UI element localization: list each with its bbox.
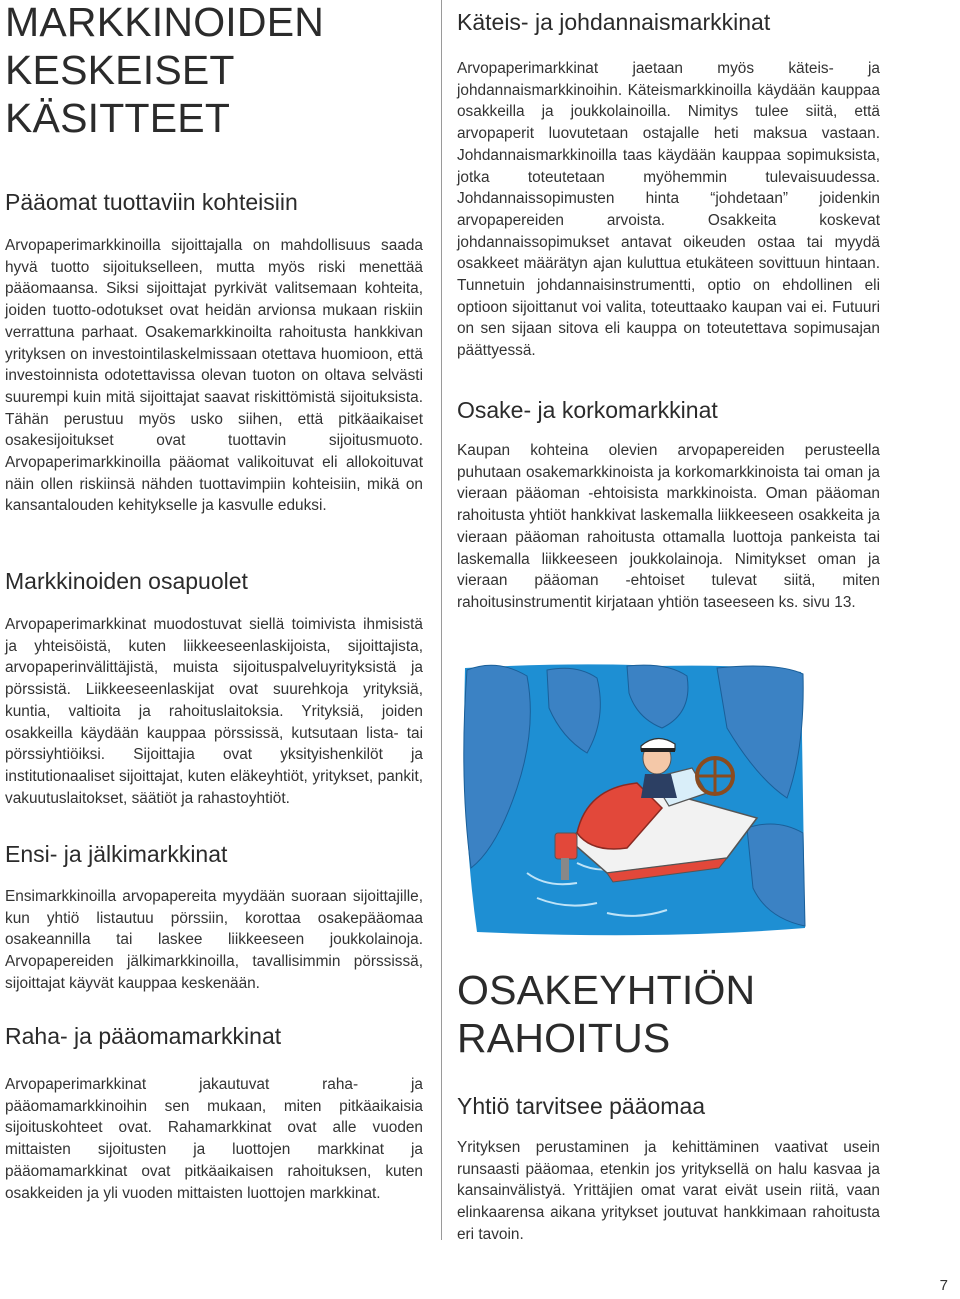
- section-heading: Markkinoiden osapuolet: [5, 568, 248, 594]
- section-text: Ensimarkkinoilla arvopapereita myydään suoraan sijoittajille, kun yhtiö listautuu pörssiin, korottaa osakepääomaa osakeannilla tai laskee liikkeeseen joukkolainoja. Arvopapereiden jälkimarkkinoilla, tavallisimmin pörssissä, sijoittajat käyvät kauppaa keskenään.: [5, 888, 423, 992]
- outboard-motor: [555, 833, 577, 859]
- section-text: Arvopaperimarkkinat muodostuvat siellä toimivista ihmisistä ja yhteisöistä, kuten liikkeeseenlaskijoista, sijoittajista, arvopaperinvälittäjistä, muista sijoituspalveluyrityksistä ja pörssistä. Liikkeeseenlaskijat ovat suurehkoja yrityksiä, kuntia, valtioita ja rahoituslaitoksia. Yrityksiä, joiden osakkeilla käydään kauppaa pörssissä, kutsutaan lista- tai pörssiyhtiöiksi. Sijoittajia ovat yksityishenkilöt ja institutionaaliset sijoittajat, kuten eläkeyhtiöt, yritykset, pankit, vakuutuslaitokset, säätiöt ja rahastoyhtiöt.: [5, 616, 423, 807]
- section-text: Arvopaperimarkkinoilla sijoittajalla on mahdollisuus saada hyvä tuotto sijoitukselleen, mutta myös riski menettää pääomaansa. Siksi sijoittajat pyrkivät valitsemaan kohteita, joiden tuotto-odotukset ovat heidän arvionsa mukaan riskiin verrattuna parhaat. Osakemarkkinoilta rahoitusta hankkivan yrityksen on investointilaskelmissaan otettava huomioon, että investoinnista odotettavissa olevan tuoton on oltava selvästi suurempi kuin mitä sijoittajat saavat riskittömistä sijoituksista. Tähän perustuu myös usko siihen, että pitkäaikaiset osakesijoitukset ovat tuottavin sijoitusmuoto. Arvopaperimarkkinoilla pääomat valikoituvat eli allokoituvat näin ollen riskiinsä nähden tuottavimpiin kohteisiin, mikä on kansantalouden kehitykselle ja kasvulle eduksi.: [5, 237, 423, 515]
- section-heading: Osake- ja korkomarkkinat: [457, 397, 718, 423]
- section-text: Yrityksen perustaminen ja kehittäminen vaativat usein runsaasti pääomaa, etenkin jos yrityksellä on halu kasvaa ja kansainvälistyä. Yrittäjien omat varat eivät usein riitä, vaan elinkaarensa aikana yritykset joutuvat hankkimaan rahoitusta eri tavoin.: [457, 1139, 880, 1243]
- section-heading: Yhtiö tarvitsee pääomaa: [457, 1093, 706, 1119]
- motor-shaft: [561, 858, 569, 880]
- section-text: Kaupan kohteina olevien arvopapereiden perusteella puhutaan osakemarkkinoista ja korkomarkkinoista tai oman ja vieraan pääoman -ehtoisista markkinoista. Oman pääoman rahoitusta yhtiöt hankkivat laskemalla liikkeeseen osakkeita ja vieraan pääoman rahoitusta ottamalla luottoja pankeista tai laskemalla liikkeeseen joukkolainoja. Nimitykset oman ja vieraan pääoman -ehtoiset tulevat siitä, miten rahoitusinstrumentit kirjataan yhtiön taseeseen ks. sivu 13.: [457, 442, 880, 611]
- boat-illustration: [457, 658, 809, 943]
- section-heading: Pääomat tuottaviin kohteisiin: [5, 189, 298, 215]
- chapter-title: MARKKINOIDEN KESKEISET KÄSITTEET: [5, 0, 325, 141]
- section-heading: Raha- ja pääomamarkkinat: [5, 1023, 282, 1049]
- section-heading: Ensi- ja jälkimarkkinat: [5, 841, 228, 867]
- column-divider: [441, 0, 442, 1240]
- section-text: Arvopaperimarkkinat jaetaan myös käteis- ja johdannaismarkkinoihin. Käteismarkkinoilla käydään kauppaa osakkeilla ja joukkolainoilla. Nimitys tulee siitä, että arvopaperit luovutetaan ostajalle heti maksua vastaan. Johdannaismarkkinoilla taas käydään kauppaa sopimuksista, jotka toteutetaan myöhemmin tulevaisuudessa. Johdannaissopimusten hinta “johdetaan” joidenkin arvopapereiden arvoista. Osakkeita koskevat johdannaissopimukset antavat oikeuden ostaa tai myydä osakkeet määrätyn ajan kuluttua etukäteen sovittuun hintaan. Tunnetuin johdannaisinstrumentti, optio on ehdollinen eli optioon sijoittanut voi valita, toteuttaako kaupan vai ei. Futuuri on sen sijaan sitova eli kauppa on toteutettava sopimusajan päättyessä.: [457, 60, 880, 360]
- captain-body: [641, 774, 677, 798]
- chapter-title: OSAKEYHTIÖN RAHOITUS: [457, 967, 756, 1061]
- section-text: Arvopaperimarkkinat jakautuvat raha- ja pääomamarkkinoihin sen mukaan, miten pitkäaikaisia sijoituskohteet ovat. Rahamarkkinat ovat alle vuoden mittaisten sijoitusten ja luottojen markkinat ja pääomamarkkinat ovat pitkäaikaisen rahoituksen, kuten osakkeiden ja yli vuoden mittaisten luottojen markkinat.: [5, 1076, 423, 1202]
- section-heading: Käteis- ja johdannaismarkkinat: [457, 9, 771, 35]
- hat-band: [641, 748, 675, 752]
- page-number: 7: [939, 1277, 948, 1294]
